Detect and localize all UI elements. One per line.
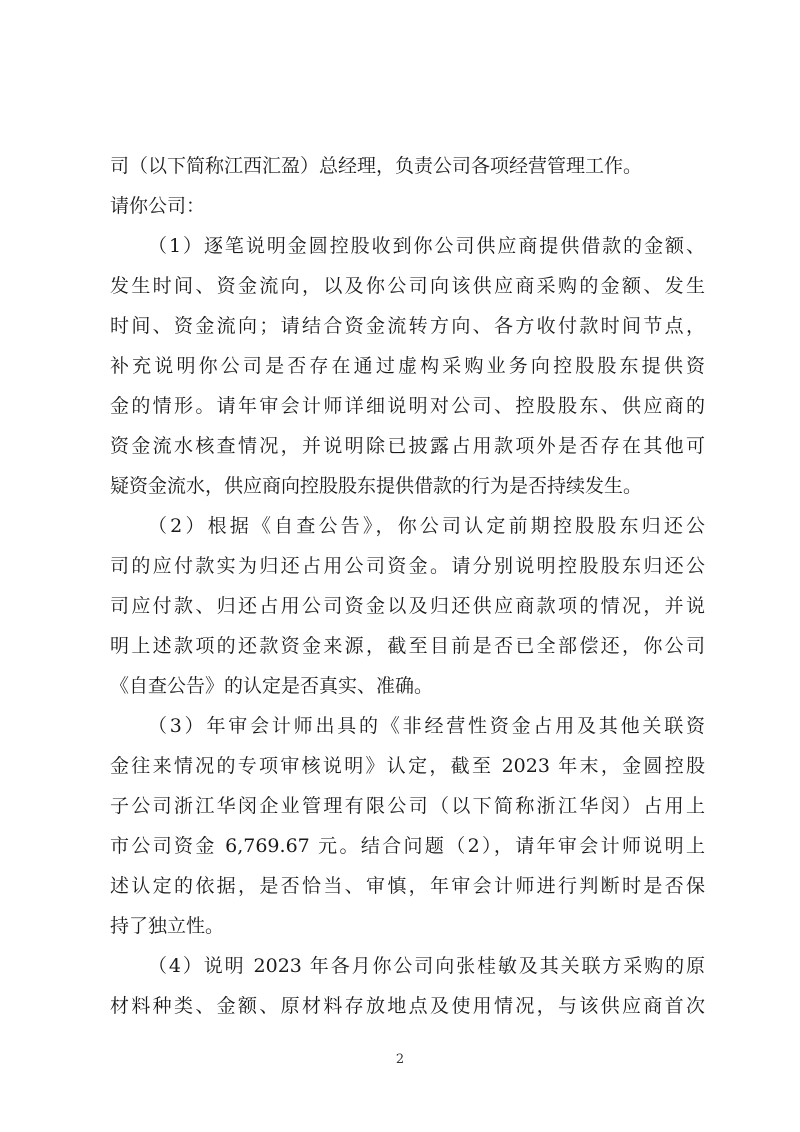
paragraph-start-line: （4）说明 2023 年各月你公司向张桂敏及其关联方采购的原 [148,955,705,977]
page-number: 2 [395,1052,405,1067]
text-line: 资金流水核查情况，并说明除已披露占用款项外是否存在其他可 [110,435,705,457]
paragraph-start-line: （2）根据《自查公告》，你公司认定前期控股股东归还公 [148,515,705,537]
text-line: 市公司资金 6,769.67 元。结合问题（2），请年审会计师说明上 [110,835,705,857]
text-line: 时间、资金流向；请结合资金流转方向、各方收付款时间节点， [110,315,705,337]
paragraph-start-line: （1）逐笔说明金圆控股收到你公司供应商提供借款的金额、 [148,235,705,257]
text-line: 司（以下简称江西汇盈）总经理，负责公司各项经营管理工作。 [110,155,643,177]
text-line: 金往来情况的专项审核说明》认定，截至 2023 年末，金圆控股 [110,755,705,777]
text-line: 材料种类、金额、原材料存放地点及使用情况，与该供应商首次 [110,995,705,1017]
text-line: 司应付款、归还占用公司资金以及归还供应商款项的情况，并说 [110,595,705,617]
text-line: 《自查公告》的认定是否真实、准确。 [110,675,434,697]
text-line: 明上述款项的还款资金来源，截至目前是否已全部偿还，你公司 [110,635,705,657]
document-body [110,146,705,1026]
text-line: 金的情形。请年审会计师详细说明对公司、控股股东、供应商的 [110,395,705,417]
paragraph-start-line: （3）年审会计师出具的《非经营性资金占用及其他关联资 [148,715,705,737]
text-line: 司的应付款实为归还占用公司资金。请分别说明控股股东归还公 [110,555,705,577]
text-line: 持了独立性。 [110,915,225,937]
text-line: 疑资金流水，供应商向控股股东提供借款的行为是否持续发生。 [110,475,643,497]
text-line: 发生时间、资金流向，以及你公司向该供应商采购的金额、发生 [110,275,705,297]
text-line: 子公司浙江华闵企业管理有限公司（以下简称浙江华闵）占用上 [110,795,705,817]
text-line: 补充说明你公司是否存在通过虚构采购业务向控股股东提供资 [110,355,705,377]
text-line: 请你公司： [110,195,206,217]
text-line: 述认定的依据，是否恰当、审慎，年审会计师进行判断时是否保 [110,875,705,897]
